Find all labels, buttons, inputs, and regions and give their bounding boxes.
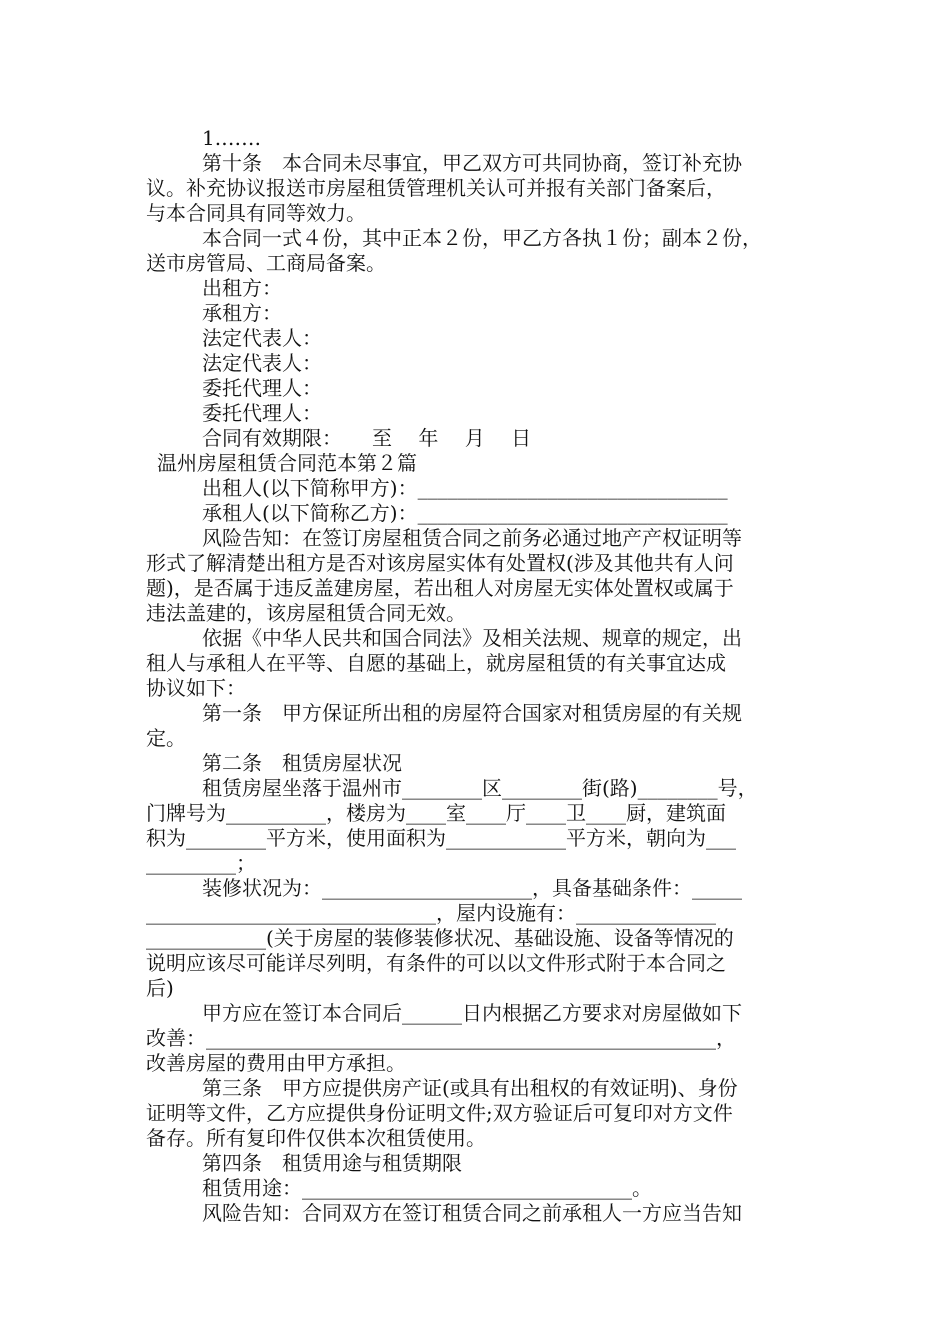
text-line: 形式了解清楚出租方是否对该房屋实体有处置权(涉及其他共有人问 [146,551,734,575]
text-line: 委托代理人： [202,401,322,425]
text-line: 门牌号为__________，楼房为____室____厅____卫____厨，建筑面 [146,801,726,825]
text-line: 承租人(以下简称乙方)：_______________________________ [202,501,728,525]
text-line: 第十条 本合同未尽事宜，甲乙双方可共同协商，签订补充协 [202,151,742,175]
section-heading: 温州房屋租赁合同范本第２篇 [157,451,417,475]
text-line: _____________________________，屋内设施有：______________ [146,901,716,925]
text-line: 改善：___________________________________________________， [146,1026,736,1050]
text-line: 违法盖建的，该房屋租赁合同无效。 [146,601,466,625]
text-line: _________； [146,851,256,875]
text-line: 第一条 甲方保证所出租的房屋符合国家对租赁房屋的有关规 [202,701,742,725]
text-line: 备存。所有复印件仅供本次租赁使用。 [146,1126,486,1150]
text-line: 承租方： [202,301,282,325]
text-line: 第四条 租赁用途与租赁期限 [202,1151,462,1175]
text-line: 装修状况为：_____________________，具备基础条件：_____ [202,876,742,900]
text-line: 合同有效期限： 至 年 月 日 [202,426,532,450]
text-line: 委托代理人： [202,376,322,400]
text-line: 甲方应在签订本合同后______日内根据乙方要求对房屋做如下 [202,1001,742,1025]
text-line: 积为________平方米，使用面积为____________平方米，朝向为___ [146,826,736,850]
text-line: 送市房管局、工商局备案。 [146,251,386,275]
text-line: 风险告知：合同双方在签订租赁合同之前承租人一方应当告知 [202,1201,742,1225]
text-line: 出租方： [202,276,282,300]
text-line: 说明应该尽可能详尽列明，有条件的可以以文件形式附于本合同之 [146,951,726,975]
text-line: 法定代表人： [202,326,322,350]
text-line: 租人与承租人在平等、自愿的基础上，就房屋租赁的有关事宜达成 [146,651,726,675]
text-line: 风险告知：在签订房屋租赁合同之前务必通过地产产权证明等 [202,526,742,550]
text-line: 第二条 租赁房屋状况 [202,751,402,775]
text-line: 第三条 甲方应提供房产证(或具有出租权的有效证明)、身份 [202,1076,738,1100]
text-line: 证明等文件，乙方应提供身份证明文件;双方验证后可复印对方文件 [146,1101,733,1125]
text-line: 改善房屋的费用由甲方承担。 [146,1051,406,1075]
text-line: ____________(关于房屋的装修装修状况、基础设施、设备等情况的 [146,926,734,950]
text-line: 议。补充协议报送市房屋租赁管理机关认可并报有关部门备案后， [146,176,726,200]
text-line: 定。 [146,726,186,750]
text-line: 协议如下： [146,676,246,700]
text-line: 租赁用途：_________________________________。 [202,1176,652,1200]
text-line: 法定代表人： [202,351,322,375]
text-line: 出租人(以下简称甲方)：_______________________________ [202,476,728,500]
text-line: 后) [146,976,174,1000]
text-line: 题)，是否属于违反盖建房屋，若出租人对房屋无实体处置权或属于 [146,576,734,600]
text-line: 依据《中华人民共和国合同法》及相关法规、规章的规定，出 [202,626,742,650]
text-line: 本合同一式４份，其中正本２份，甲乙方各执１份；副本２份， [202,226,762,250]
text-line: 1.…… [202,126,262,150]
text-line: 与本合同具有同等效力。 [146,201,366,225]
text-line: 租赁房屋坐落于温州市________区________街(路)________号， [202,776,758,800]
